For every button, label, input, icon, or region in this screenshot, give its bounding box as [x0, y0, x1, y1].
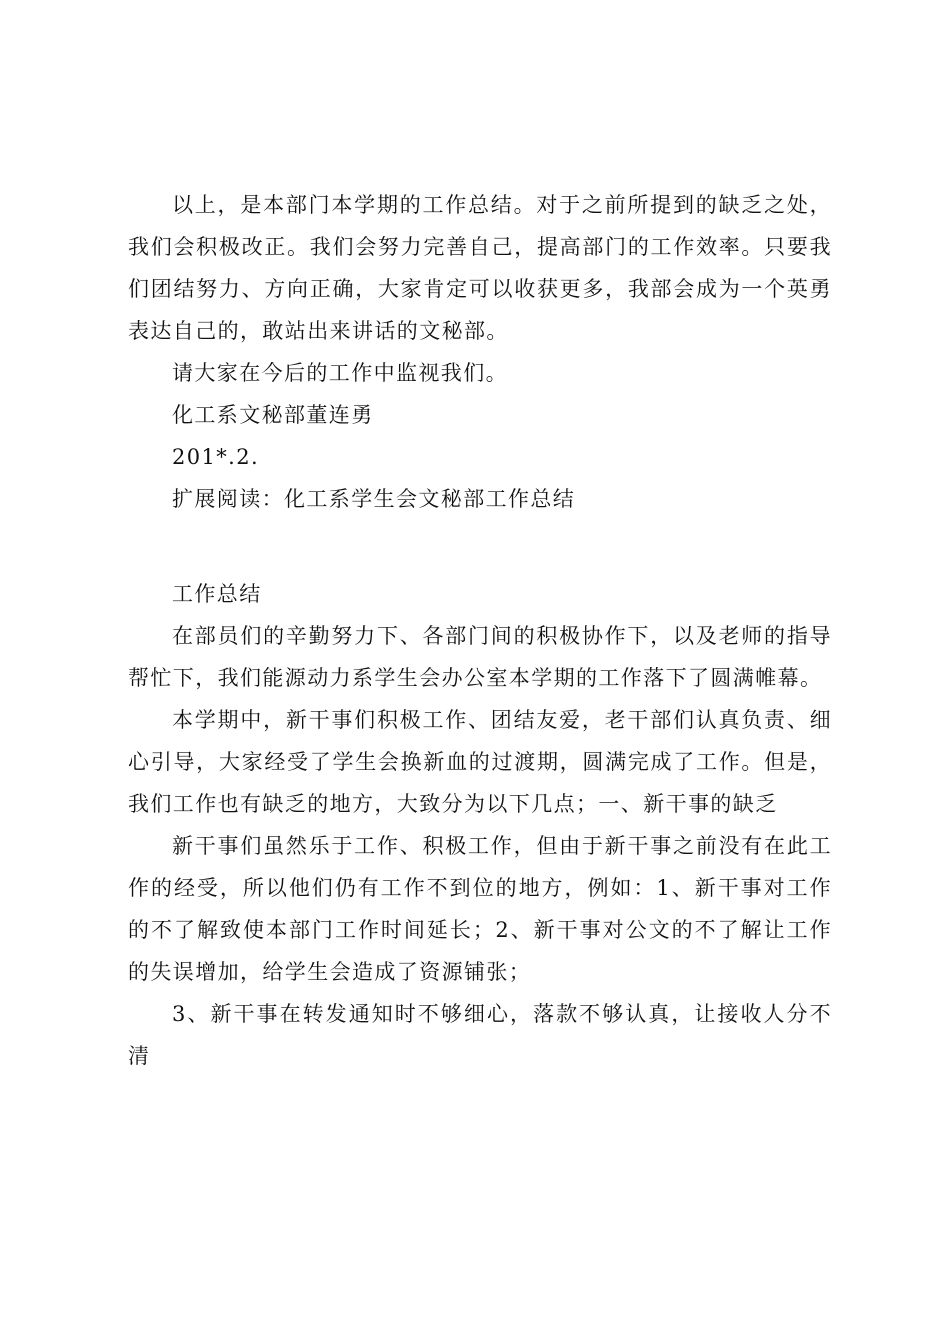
paragraph-supervision-request: 请大家在今后的工作中监视我们。	[172, 361, 508, 385]
paragraph-summary-conclusion: 以上，是本部门本学期的工作总结。对于之前所提到的缺乏之处，我们会积极改正。我们会努力完善自己，提高部门的工作效率。只要我们团结努力、方向正确，大家肯定可以收获更多，我部会成为一个英勇表达自己的，敢站出来讲话的文秘部。	[128, 193, 832, 343]
paragraph-semester-review: 本学期中，新干事们积极工作、团结友爱，老干部们认真负责、细心引导，大家经受了学生会换新血的过渡期，圆满完成了工作。但是，我们工作也有缺乏的地方，大致分为以下几点；一、新干事的缺乏	[128, 708, 832, 816]
paragraph-intro: 在部员们的辛勤努力下、各部门间的积极协作下，以及老师的指导帮忙下，我们能源动力系学生会办公室本学期的工作落下了圆满帷幕。	[128, 624, 832, 690]
section-gap	[128, 520, 832, 573]
document-body	[128, 184, 832, 1077]
paragraph-point-3: 3、新干事在转发通知时不够细心，落款不够认真，让接收人分不清	[128, 1002, 832, 1068]
date-line: 201*.2.	[172, 445, 260, 469]
paragraph-new-staff-issues: 新干事们虽然乐于工作、积极工作，但由于新干事之前没有在此工作的经受，所以他们仍有工作不到位的地方，例如：1、新干事对工作的不了解致使本部门工作时间延长；2、新干事对公文的不了解让工作的失误增加，给学生会造成了资源铺张；	[128, 834, 832, 984]
section-heading: 工作总结	[172, 582, 262, 606]
extended-reading-title: 扩展阅读：化工系学生会文秘部工作总结	[172, 487, 576, 511]
signature-line: 化工系文秘部董连勇	[172, 403, 374, 427]
